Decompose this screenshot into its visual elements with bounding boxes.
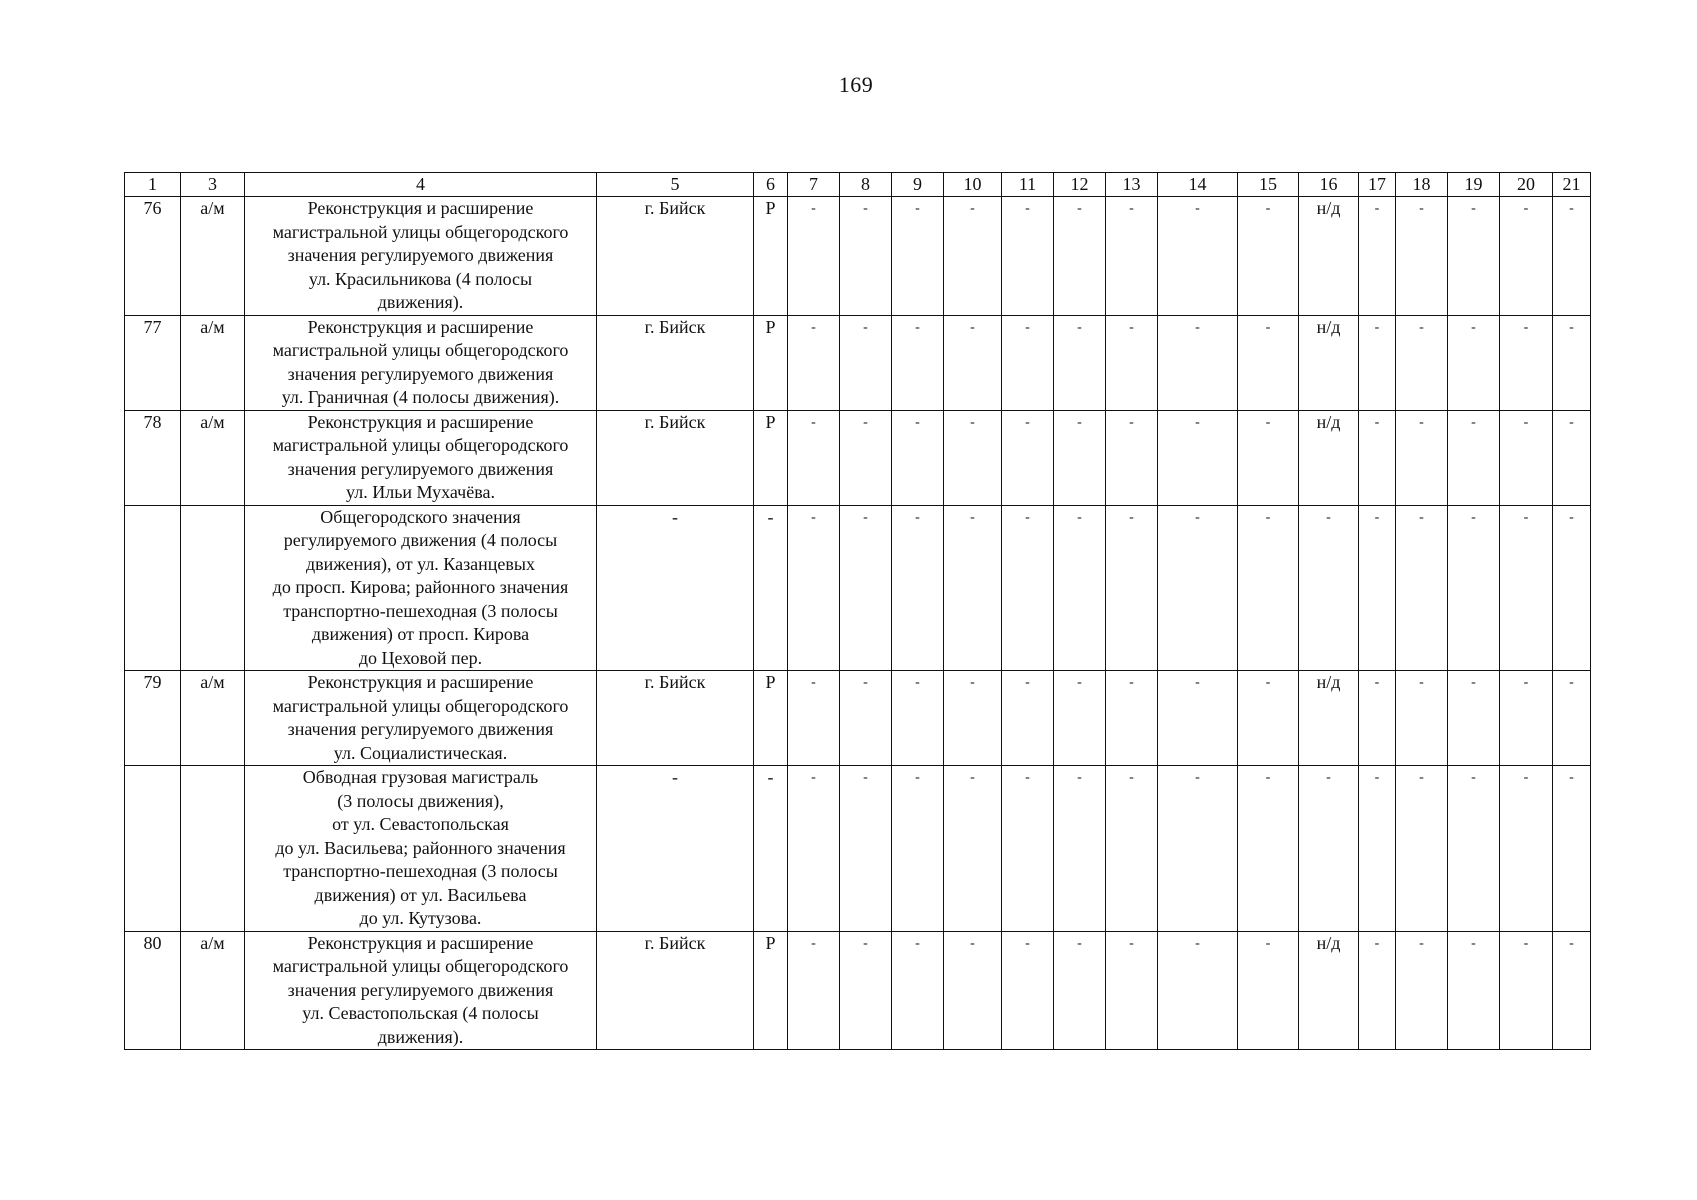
row-cell: -	[1106, 197, 1158, 316]
row-description: Обводная грузовая магистраль (3 полосы движения), от ул. Севастопольская до ул. Васильева; районного значения транспортно-пешеходная (3 полосы движения) от ул. Васильева до ул. Кутузова.	[245, 766, 597, 932]
column-header: 4	[245, 173, 597, 197]
row-cell: -	[1054, 931, 1106, 1050]
row-cell: -	[1238, 931, 1299, 1050]
row-type: а/м	[181, 315, 245, 410]
row-status: -	[754, 505, 788, 671]
row-type	[181, 766, 245, 932]
row-cell: -	[1238, 671, 1299, 766]
row-cell: -	[1158, 197, 1238, 316]
row-cell: -	[1396, 315, 1448, 410]
row-cell: -	[1553, 197, 1591, 316]
row-cell: -	[1002, 410, 1054, 505]
row-cell: -	[840, 671, 892, 766]
row-location: -	[597, 766, 754, 932]
column-header: 10	[944, 173, 1002, 197]
row-description: Общегородского значения регулируемого движения (4 полосы движения), от ул. Казанцевых до просп. Кирова; районного значения транспортно-пешеходная (3 полосы движения) от просп. Кирова до Цеховой пер.	[245, 505, 597, 671]
table-row	[125, 766, 1591, 932]
row-type: а/м	[181, 671, 245, 766]
column-header: 21	[1553, 173, 1591, 197]
row-cell: -	[1002, 931, 1054, 1050]
row-cell: -	[1238, 197, 1299, 316]
row-number: 76	[125, 197, 181, 316]
row-cell: -	[1396, 197, 1448, 316]
row-cell: -	[1448, 766, 1500, 932]
row-cell: -	[1359, 315, 1396, 410]
header-row	[125, 173, 1591, 197]
row-cell: -	[892, 505, 944, 671]
row-type: а/м	[181, 931, 245, 1050]
row-cell: -	[1500, 766, 1553, 932]
row-cell: -	[788, 315, 840, 410]
row-cell: -	[1054, 766, 1106, 932]
row-cell: -	[1553, 315, 1591, 410]
row-description: Реконструкция и расширение магистральной улицы общегородского значения регулируемого движения ул. Красильникова (4 полосы движения).	[245, 197, 597, 316]
column-header: 14	[1158, 173, 1238, 197]
row-number: 77	[125, 315, 181, 410]
row-cell: -	[788, 671, 840, 766]
row-cell: -	[1002, 766, 1054, 932]
row-cell: -	[1553, 671, 1591, 766]
row-cell: -	[1002, 315, 1054, 410]
row-cell: -	[840, 315, 892, 410]
row-status: Р	[754, 315, 788, 410]
row-cell: -	[840, 931, 892, 1050]
column-header: 18	[1396, 173, 1448, 197]
row-cell: -	[1158, 315, 1238, 410]
row-cell: -	[1054, 315, 1106, 410]
row-cell: -	[1106, 671, 1158, 766]
row-cell: -	[1158, 671, 1238, 766]
row-cell: -	[788, 766, 840, 932]
row-cell: -	[944, 315, 1002, 410]
column-header: 1	[125, 173, 181, 197]
row-cell: -	[1158, 931, 1238, 1050]
row-cell: -	[1448, 505, 1500, 671]
table-row	[125, 410, 1591, 505]
row-cell: -	[1054, 197, 1106, 316]
row-cell: н/д	[1299, 931, 1359, 1050]
row-location: г. Бийск	[597, 315, 754, 410]
row-cell: н/д	[1299, 671, 1359, 766]
column-header: 6	[754, 173, 788, 197]
row-cell: -	[1448, 197, 1500, 316]
row-cell: -	[1448, 315, 1500, 410]
row-cell: н/д	[1299, 315, 1359, 410]
row-cell: -	[1158, 766, 1238, 932]
row-cell: -	[1359, 410, 1396, 505]
row-status: -	[754, 766, 788, 932]
row-cell: -	[1553, 505, 1591, 671]
row-cell: -	[1299, 766, 1359, 932]
row-cell: -	[788, 505, 840, 671]
column-header: 20	[1500, 173, 1553, 197]
row-cell: -	[840, 505, 892, 671]
row-location: г. Бийск	[597, 931, 754, 1050]
row-cell: -	[1106, 410, 1158, 505]
row-cell: -	[840, 197, 892, 316]
row-cell: -	[944, 931, 1002, 1050]
row-cell: -	[1553, 410, 1591, 505]
row-cell: -	[1448, 410, 1500, 505]
row-cell: н/д	[1299, 410, 1359, 505]
row-cell: -	[944, 505, 1002, 671]
row-number	[125, 766, 181, 932]
table-body	[125, 173, 1591, 1050]
row-cell: -	[1002, 671, 1054, 766]
row-cell: -	[1158, 505, 1238, 671]
row-cell: -	[1500, 410, 1553, 505]
row-location: г. Бийск	[597, 671, 754, 766]
row-cell: -	[1106, 315, 1158, 410]
column-header: 9	[892, 173, 944, 197]
row-cell: -	[1106, 505, 1158, 671]
column-header: 7	[788, 173, 840, 197]
row-type: а/м	[181, 410, 245, 505]
column-header: 13	[1106, 173, 1158, 197]
row-cell: -	[1396, 931, 1448, 1050]
row-cell: -	[1553, 931, 1591, 1050]
row-cell: -	[1106, 931, 1158, 1050]
row-description: Реконструкция и расширение магистральной улицы общегородского значения регулируемого движения ул. Ильи Мухачёва.	[245, 410, 597, 505]
row-number: 79	[125, 671, 181, 766]
row-status: Р	[754, 671, 788, 766]
row-cell: -	[892, 931, 944, 1050]
row-cell: -	[892, 671, 944, 766]
row-cell: -	[892, 197, 944, 316]
row-cell: -	[1396, 671, 1448, 766]
row-cell: -	[1500, 505, 1553, 671]
row-status: Р	[754, 931, 788, 1050]
row-cell: -	[1054, 671, 1106, 766]
row-cell: -	[892, 315, 944, 410]
row-cell: -	[1158, 410, 1238, 505]
row-cell: -	[1359, 766, 1396, 932]
row-status: Р	[754, 410, 788, 505]
row-cell: -	[1299, 505, 1359, 671]
row-cell: -	[1238, 766, 1299, 932]
row-cell: -	[1054, 410, 1106, 505]
row-location: г. Бийск	[597, 410, 754, 505]
row-cell: -	[1238, 315, 1299, 410]
projects-table	[124, 172, 1591, 1050]
row-cell: -	[840, 410, 892, 505]
row-cell: -	[944, 410, 1002, 505]
table-row	[125, 505, 1591, 671]
row-cell: -	[892, 410, 944, 505]
row-status: Р	[754, 197, 788, 316]
row-cell: -	[1553, 766, 1591, 932]
row-description: Реконструкция и расширение магистральной улицы общегородского значения регулируемого движения ул. Севастопольская (4 полосы движения).	[245, 931, 597, 1050]
table-row	[125, 671, 1591, 766]
row-location: -	[597, 505, 754, 671]
row-cell: -	[1448, 931, 1500, 1050]
row-cell: -	[892, 766, 944, 932]
row-cell: -	[1500, 671, 1553, 766]
row-cell: -	[944, 766, 1002, 932]
row-type	[181, 505, 245, 671]
column-header: 16	[1299, 173, 1359, 197]
row-cell: -	[788, 931, 840, 1050]
row-cell: -	[788, 197, 840, 316]
row-cell: -	[1359, 505, 1396, 671]
row-cell: -	[1500, 315, 1553, 410]
row-cell: -	[1396, 505, 1448, 671]
row-cell: -	[788, 410, 840, 505]
row-cell: -	[1500, 931, 1553, 1050]
table-row	[125, 197, 1591, 316]
column-header: 12	[1054, 173, 1106, 197]
column-header: 17	[1359, 173, 1396, 197]
column-header: 15	[1238, 173, 1299, 197]
column-header: 5	[597, 173, 754, 197]
row-cell: -	[1359, 671, 1396, 766]
page-number: 169	[838, 72, 874, 97]
row-cell: -	[1238, 410, 1299, 505]
row-cell: -	[1359, 197, 1396, 316]
row-cell: -	[944, 197, 1002, 316]
column-header: 8	[840, 173, 892, 197]
row-number: 78	[125, 410, 181, 505]
row-cell: -	[840, 766, 892, 932]
row-cell: -	[1500, 197, 1553, 316]
row-cell: -	[944, 671, 1002, 766]
row-cell: -	[1396, 410, 1448, 505]
row-cell: -	[1106, 766, 1158, 932]
row-type: а/м	[181, 197, 245, 316]
column-header: 3	[181, 173, 245, 197]
column-header: 19	[1448, 173, 1500, 197]
row-number	[125, 505, 181, 671]
row-description: Реконструкция и расширение магистральной улицы общегородского значения регулируемого движения ул. Граничная (4 полосы движения).	[245, 315, 597, 410]
row-location: г. Бийск	[597, 197, 754, 316]
row-cell: -	[1002, 505, 1054, 671]
row-cell: -	[1448, 671, 1500, 766]
row-cell: -	[1238, 505, 1299, 671]
column-header: 11	[1002, 173, 1054, 197]
row-description: Реконструкция и расширение магистральной улицы общегородского значения регулируемого движения ул. Социалистическая.	[245, 671, 597, 766]
table-row	[125, 931, 1591, 1050]
row-number: 80	[125, 931, 181, 1050]
table-row	[125, 315, 1591, 410]
row-cell: н/д	[1299, 197, 1359, 316]
row-cell: -	[1359, 931, 1396, 1050]
row-cell: -	[1396, 766, 1448, 932]
row-cell: -	[1054, 505, 1106, 671]
row-cell: -	[1002, 197, 1054, 316]
